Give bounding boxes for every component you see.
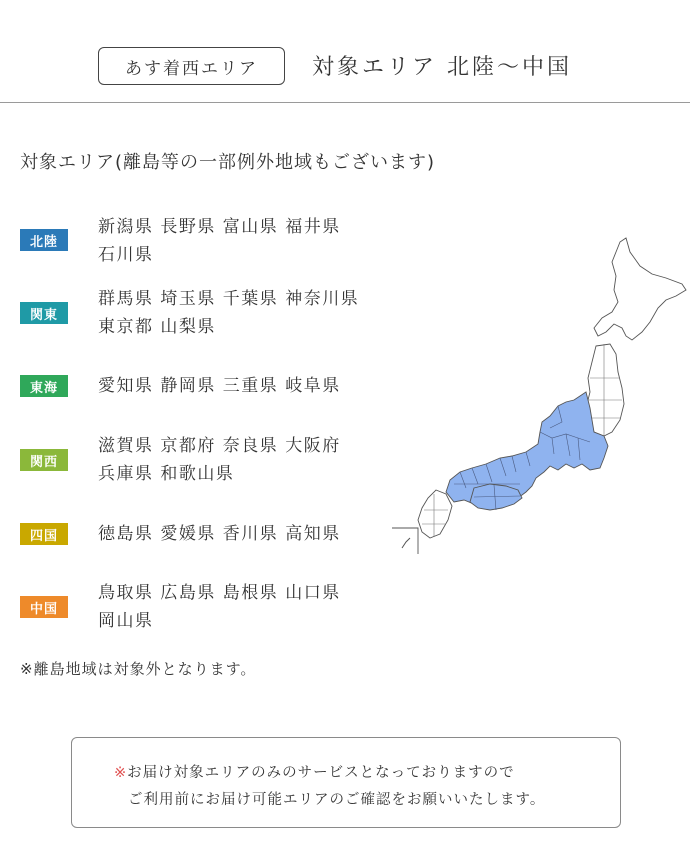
prefecture-list [98, 213, 341, 269]
prefecture-line: 岡山県 [98, 611, 154, 631]
prefecture-line: 東京都 山梨県 [98, 317, 216, 337]
okinawa-shape [402, 538, 410, 548]
prefecture-line: 新潟県 長野県 富山県 福井県 [98, 217, 341, 237]
prefecture-line: 滋賀県 京都府 奈良県 大阪府 [98, 436, 341, 456]
honshu-target-area [446, 392, 608, 504]
prefecture-line: 兵庫県 和歌山県 [98, 464, 235, 484]
okinawa-inset-frame [392, 528, 418, 554]
prefecture-list [98, 579, 341, 635]
region-badge: 東海 [20, 375, 68, 397]
prefecture-list [98, 432, 341, 488]
region-badge: 関西 [20, 449, 68, 471]
prefecture-line: 鳥取県 広島県 島根県 山口県 [98, 583, 341, 603]
prefecture-list [98, 285, 359, 341]
prefecture-list [98, 372, 341, 400]
notice-text-1: お届け対象エリアのみのサービスとなっておりますので [127, 765, 515, 781]
region-badge: 四国 [20, 523, 68, 545]
prefecture-line: 徳島県 愛媛県 香川県 高知県 [98, 524, 341, 544]
header-title: 対象エリア 北陸〜中国 [312, 55, 572, 80]
region-badge: 北陸 [20, 229, 68, 251]
region-badge: 中国 [20, 596, 68, 618]
prefecture-list [98, 520, 341, 548]
hokkaido-shape [594, 238, 686, 340]
notice-mark: ※ [114, 765, 128, 781]
area-heading: 対象エリア(離島等の一部例外地域もございます) [20, 152, 436, 173]
area-name-pill: あす着西エリア [98, 47, 285, 85]
notice-line-1 [114, 761, 515, 782]
region-badge: 関東 [20, 302, 68, 324]
prefecture-line: 愛知県 静岡県 三重県 岐阜県 [98, 376, 341, 396]
prefecture-line: 石川県 [98, 245, 154, 265]
remote-islands-note: ※離島地域は対象外となります。 [20, 660, 257, 678]
notice-line-2: ご利用前にお届け可能エリアのご確認をお願いいたします。 [128, 792, 546, 808]
delivery-notice-box [71, 737, 621, 828]
japan-map [390, 232, 690, 562]
kyushu-shape [418, 490, 452, 538]
prefecture-line: 群馬県 埼玉県 千葉県 神奈川県 [98, 289, 360, 309]
page-header [0, 0, 690, 103]
